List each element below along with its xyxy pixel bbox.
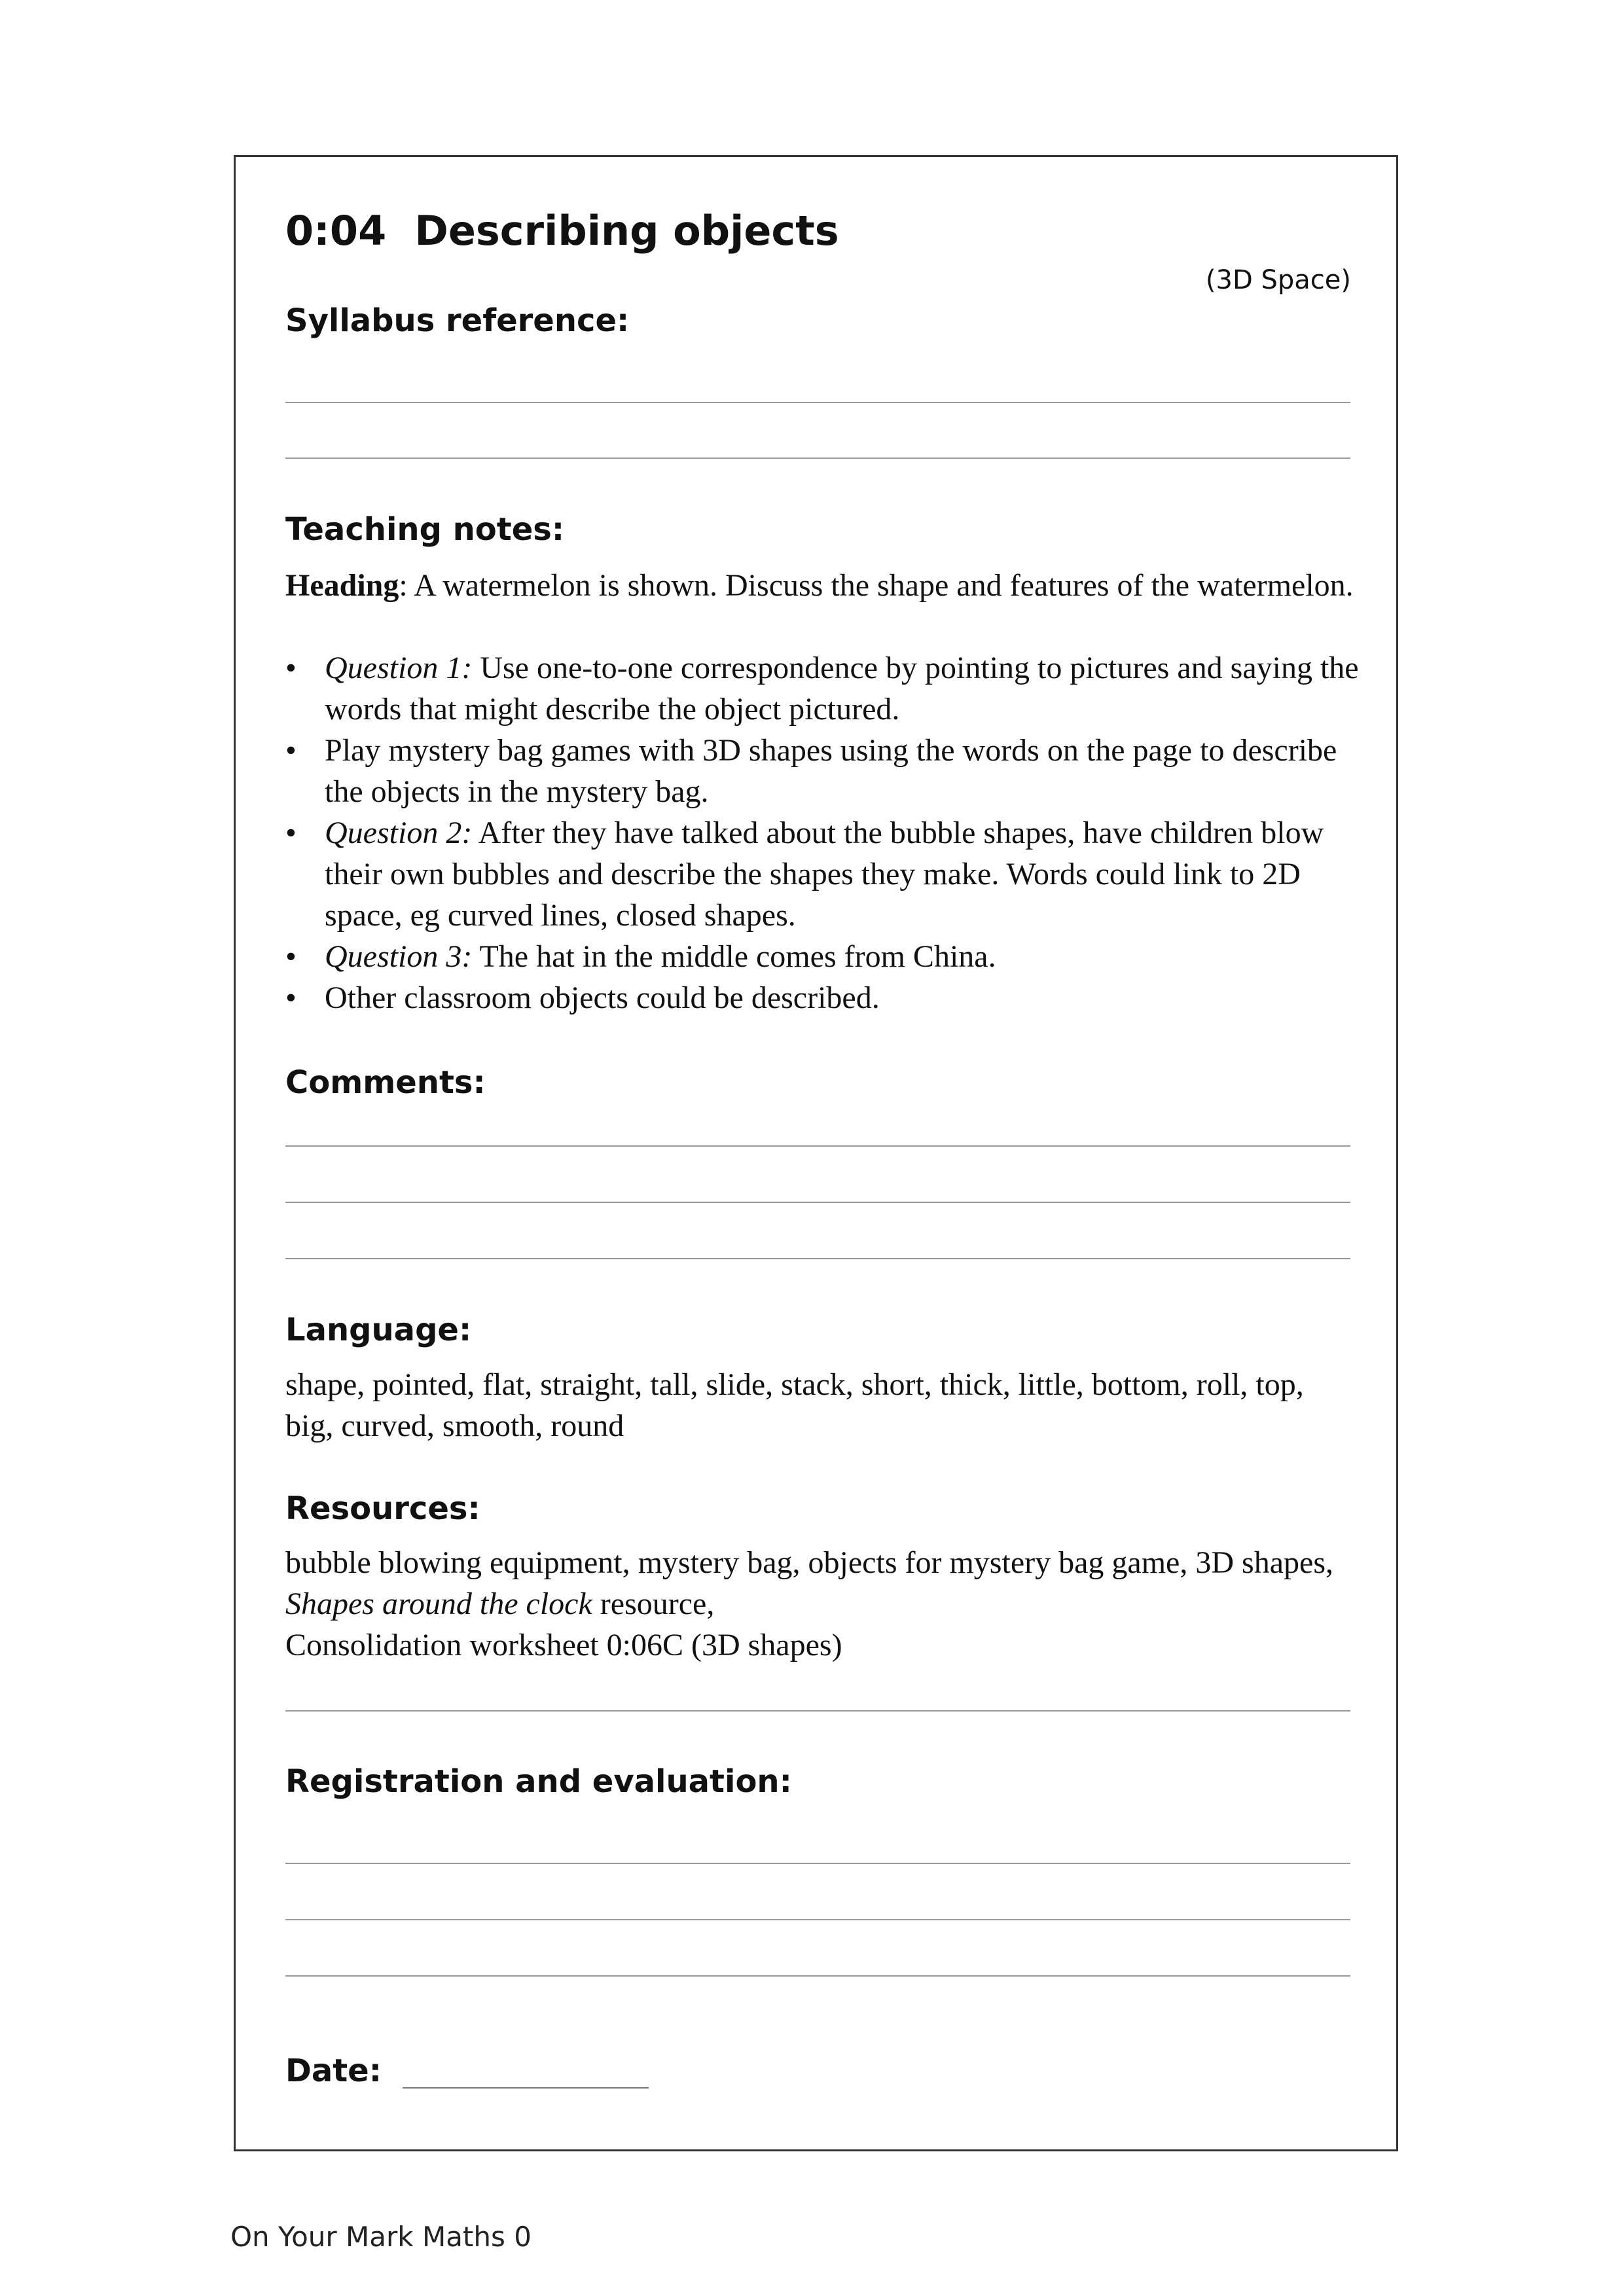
language-heading: Language: [285,1312,472,1348]
list-item [285,812,1365,936]
bullet-icon: • [285,939,297,974]
teaching-notes-list [285,647,1365,1018]
comments-line-1[interactable] [285,1145,1350,1147]
question-label: Question 2: [325,816,473,850]
bullet-icon: • [285,733,297,768]
syllabus-line-2[interactable] [285,457,1350,459]
bullet-text: Play mystery bag games with 3D shapes using the words on the page to describe the objects in the mystery bag. [325,733,1337,809]
page-frame [234,155,1398,2151]
list-item [285,936,1365,977]
bullet-text: After they have talked about the bubble shapes, have children blow their own bubbles and describe the shapes they make. Words could link to 2D space, eg curved lines, closed shapes. [325,816,1324,933]
page-title: 0:04 Describing objects [285,207,839,255]
date-field[interactable] [403,2087,649,2089]
intro-label: Heading [285,568,399,603]
list-item [285,730,1365,812]
resources-worksheet: Consolidation worksheet 0:06C (3D shapes) [285,1628,842,1662]
language-text: shape, pointed, flat, straight, tall, slide, stack, short, thick, little, bottom, roll, top, big, curved, smooth, round [285,1367,1304,1443]
comments-line-2[interactable] [285,1202,1350,1203]
list-item [285,647,1365,730]
teaching-notes-heading: Teaching notes: [285,511,565,548]
resources-line[interactable] [285,1710,1350,1712]
footer-text: On Your Mark Maths 0 [230,2221,532,2253]
question-label: Question 3: [325,939,473,974]
registration-heading: Registration and evaluation: [285,1763,792,1800]
registration-line-2[interactable] [285,1919,1350,1920]
bullet-text: Use one-to-one correspondence by pointing to pictures and saying the words that might describe the object pictured. [325,651,1359,726]
resources-text-end: resource, [592,1587,715,1621]
registration-line-3[interactable] [285,1975,1350,1977]
bullet-text: The hat in the middle comes from China. [472,939,996,974]
comments-line-3[interactable] [285,1258,1350,1259]
resources-text [285,1542,1359,1666]
resource-title: Shapes around the clock [285,1587,592,1621]
resources-text-start: bubble blowing equipment, mystery bag, objects for mystery bag game, 3D shapes, [285,1545,1333,1580]
bullet-icon: • [285,651,297,685]
bullet-text: Other classroom objects could be described. [325,980,880,1015]
date-label: Date: [285,2053,382,2089]
list-item [285,977,1365,1018]
teaching-notes-intro [285,565,1359,606]
resources-heading: Resources: [285,1490,480,1527]
syllabus-line-1[interactable] [285,402,1350,403]
comments-heading: Comments: [285,1064,486,1101]
bullet-icon: • [285,980,297,1015]
registration-line-1[interactable] [285,1863,1350,1864]
intro-text: : A watermelon is shown. Discuss the shape and features of the watermelon. [399,568,1354,603]
strand-label: (3D Space) [1205,265,1351,295]
question-label: Question 1: [325,651,473,685]
bullet-icon: • [285,816,297,850]
syllabus-heading: Syllabus reference: [285,302,630,339]
